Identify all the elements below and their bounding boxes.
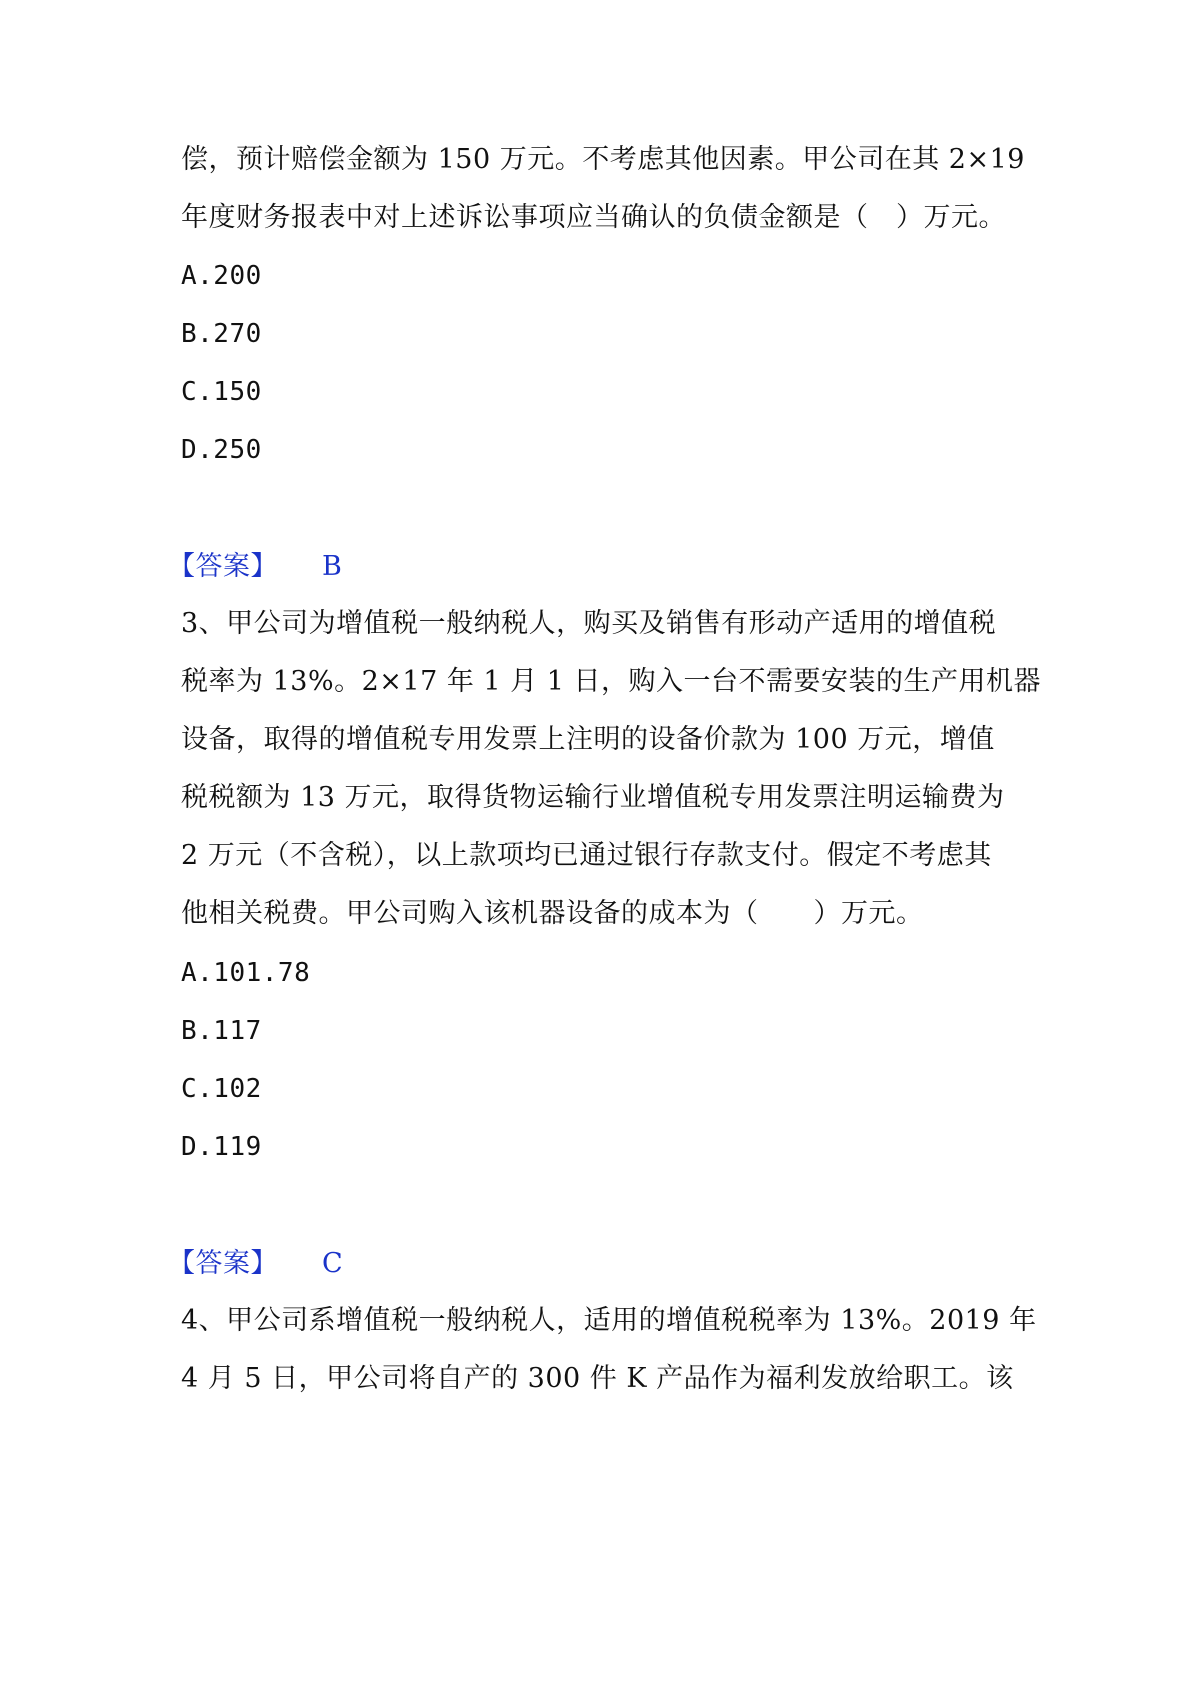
question-3-option-b: B.117 <box>181 1016 262 1046</box>
question-2-stem-line-1: 偿，预计赔偿金额为 150 万元。不考虑其他因素。甲公司在其 2×19 <box>181 144 1025 175</box>
question-3-stem-line-4: 税税额为 13 万元，取得货物运输行业增值税专用发票注明运输费为 <box>181 782 1005 813</box>
question-2-stem-line-2: 年度财务报表中对上述诉讼事项应当确认的负债金额是（ ）万元。 <box>181 202 1006 233</box>
question-3-stem-line-2: 税率为 13%。2×17 年 1 月 1 日，购入一台不需要安装的生产用机器 <box>181 666 1042 697</box>
question-3-stem-line-1: 3、甲公司为增值税一般纳税人，购买及销售有形动产适用的增值税 <box>181 608 997 639</box>
question-2-option-d: D.250 <box>181 435 262 465</box>
question-3-option-c: C.102 <box>181 1074 262 1104</box>
question-3-option-d: D.119 <box>181 1132 262 1162</box>
answer-label: 【答案】 <box>168 1248 278 1279</box>
question-2-answer <box>168 550 343 584</box>
question-3-answer <box>168 1247 344 1281</box>
question-2-option-a: A.200 <box>181 261 262 291</box>
question-4-stem-line-2: 4 月 5 日，甲公司将自产的 300 件 K 产品作为福利发放给职工。该 <box>181 1363 1014 1394</box>
question-4-stem-line-1: 4、甲公司系增值税一般纳税人，适用的增值税税率为 13%。2019 年 <box>181 1305 1037 1336</box>
answer-value: C <box>322 1248 344 1279</box>
question-3-option-a: A.101.78 <box>181 958 311 988</box>
question-3-stem-line-5: 2 万元（不含税），以上款项均已通过银行存款支付。假定不考虑其 <box>181 840 992 871</box>
question-2-option-b: B.270 <box>181 319 262 349</box>
question-2-option-c: C.150 <box>181 377 262 407</box>
answer-value: B <box>322 551 343 582</box>
question-3-stem-line-3: 设备，取得的增值税专用发票上注明的设备价款为 100 万元，增值 <box>181 724 995 755</box>
question-3-stem-line-6: 他相关税费。甲公司购入该机器设备的成本为（ ）万元。 <box>181 898 924 929</box>
answer-label: 【答案】 <box>168 551 278 582</box>
